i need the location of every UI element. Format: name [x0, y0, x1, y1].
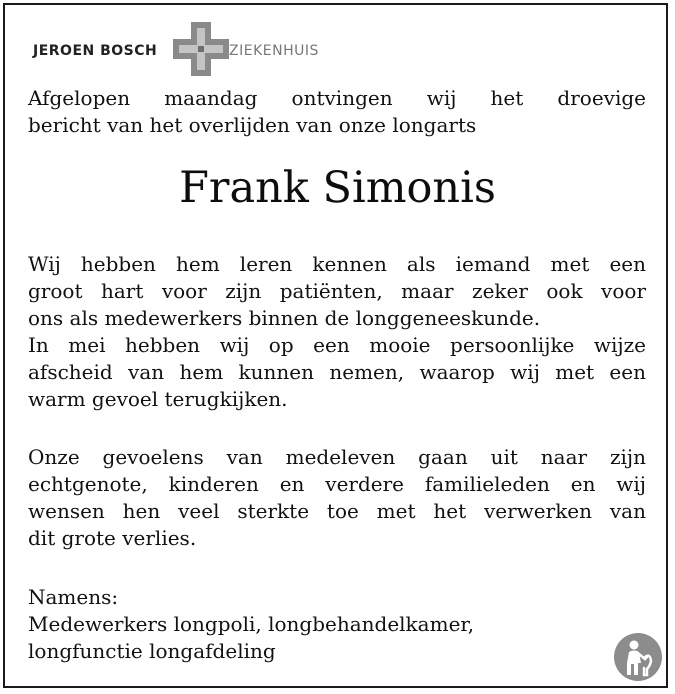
text-line: longfunctie longafdeling: [28, 639, 276, 663]
body-paragraph-2: [28, 444, 646, 552]
text-line: groot hart voor zijn patiënten, maar zeker ook voor: [28, 279, 646, 303]
text-line: Namens:: [28, 585, 119, 609]
text-line: wensen hen veel sterkte toe met het verwerken van: [28, 499, 646, 523]
text-line: Afgelopen maandag ontvingen wij het droevige: [28, 86, 646, 110]
text-line: In mei hebben wij op een mooie persoonlijke wijze: [28, 333, 646, 357]
hospital-logo: [33, 22, 353, 76]
cross-logo-icon: [173, 22, 229, 76]
body-paragraph-1: [28, 251, 646, 413]
signature-block: [28, 584, 646, 665]
text-line: ons als medewerkers binnen de longgeneeskunde.: [28, 306, 541, 330]
logo-text-left: JEROEN BOSCH: [33, 43, 158, 59]
text-line: echtgenote, kinderen en verdere familieleden en wij: [28, 472, 646, 496]
text-line: Wij hebben hem leren kennen als iemand met een: [28, 252, 646, 276]
text-line: Onze gevoelens van medeleven gaan uit naar zijn: [28, 445, 646, 469]
logo-text-right: ZIEKENHUIS: [229, 43, 319, 59]
deceased-name: Frank Simonis: [179, 163, 496, 213]
intro-paragraph: [28, 85, 646, 139]
text-line: Medewerkers longpoli, longbehandelkamer,: [28, 612, 475, 636]
text-line: warm gevoel terugkijken.: [28, 387, 288, 411]
text-line: afscheid van hem kunnen nemen, waarop wij met een: [28, 360, 646, 384]
memorial-figure-icon: [614, 633, 662, 681]
text-line: dit grote verlies.: [28, 526, 197, 550]
text-line: bericht van het overlijden van onze longarts: [28, 113, 477, 137]
